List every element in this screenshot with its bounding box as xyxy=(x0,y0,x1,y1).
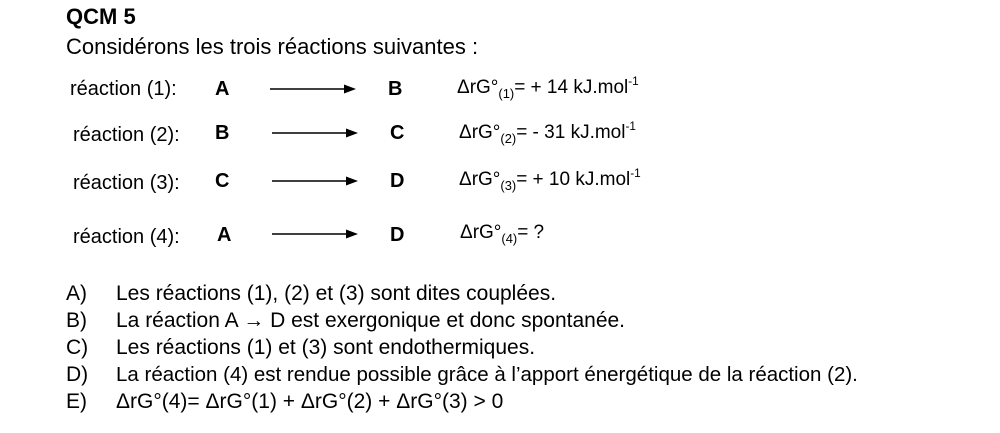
delta-g-expression xyxy=(460,220,544,246)
reaction-label: réaction (2): xyxy=(73,124,180,146)
delta-g-value: = + 14 kJ.mol xyxy=(514,77,629,99)
delta-g-expression xyxy=(459,120,636,146)
option-letter: A) xyxy=(66,282,87,305)
delta-g-symbol: ΔrG° xyxy=(457,77,499,99)
product: C xyxy=(390,122,405,144)
reactant: B xyxy=(215,122,230,144)
delta-g-value: = ? xyxy=(517,222,545,244)
option-c-text: Les réactions (1) et (3) sont endothermiques. xyxy=(116,336,536,359)
delta-g-expression xyxy=(457,75,639,101)
option-letter: E) xyxy=(66,390,87,413)
reactant: C xyxy=(215,170,230,192)
option-letter: C) xyxy=(66,336,89,359)
option-d-text: La réaction (4) est rendue possible grâce à l’apport énergétique de la réaction (2). xyxy=(116,363,858,386)
unit-exponent: -1 xyxy=(628,75,639,88)
reaction-arrow-icon xyxy=(270,82,356,96)
product: B xyxy=(388,78,403,100)
question-intro: Considérons les trois réactions suivantes : xyxy=(66,34,479,59)
reaction-arrow-icon xyxy=(272,126,358,140)
delta-g-symbol: ΔrG° xyxy=(459,122,501,144)
unit-exponent: -1 xyxy=(630,167,641,180)
reaction-label: réaction (1): xyxy=(70,78,177,100)
option-letter: B) xyxy=(66,309,87,332)
delta-g-symbol: ΔrG° xyxy=(460,222,502,244)
delta-g-value: = + 10 kJ.mol xyxy=(516,169,631,191)
reaction-arrow-icon xyxy=(272,227,358,241)
reaction-label: réaction (3): xyxy=(73,172,180,194)
option-a-text: Les réactions (1), (2) et (3) sont dites couplées. xyxy=(116,282,557,305)
option-e-text: ΔrG°(4)= ΔrG°(1) + ΔrG°(2) + ΔrG°(3) > 0 xyxy=(116,390,504,413)
delta-g-index: (2) xyxy=(500,130,517,146)
delta-g-symbol: ΔrG° xyxy=(459,169,501,191)
question-title: QCM 5 xyxy=(66,4,136,29)
option-letter: D) xyxy=(66,363,89,386)
delta-g-value: = - 31 kJ.mol xyxy=(516,122,626,144)
delta-g-expression xyxy=(459,167,641,193)
reaction-arrow-icon xyxy=(272,174,358,188)
reaction-label: réaction (4): xyxy=(73,226,180,248)
delta-g-index: (3) xyxy=(500,177,517,193)
delta-g-index: (4) xyxy=(501,230,518,246)
reactant: A xyxy=(215,78,230,100)
delta-g-index: (1) xyxy=(498,85,515,101)
product: D xyxy=(390,170,405,192)
option-b-text: La réaction A → D est exergonique et donc spontanée. xyxy=(116,309,626,332)
product: D xyxy=(390,224,405,246)
reactant: A xyxy=(217,224,232,246)
unit-exponent: -1 xyxy=(625,120,636,133)
